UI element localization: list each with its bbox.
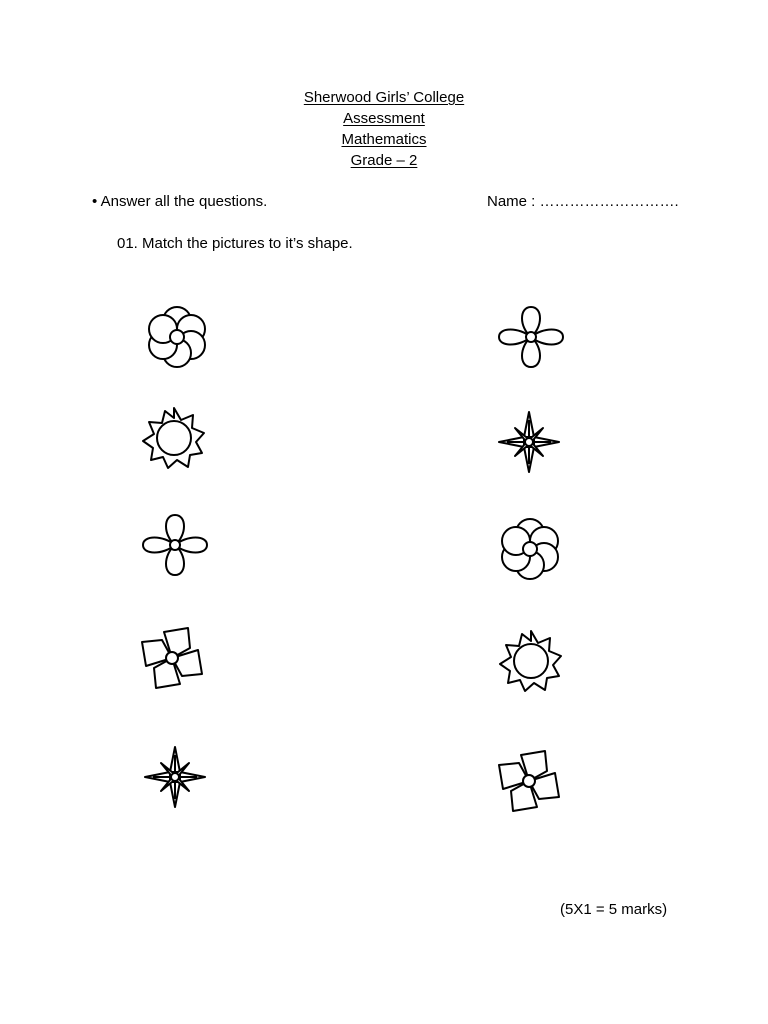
school-name: Sherwood Girls’ College	[303, 89, 465, 106]
six-petal-flower-icon	[141, 305, 213, 369]
question-text: 01. Match the pictures to it’s shape.	[117, 235, 353, 252]
four-petal-flower-icon	[141, 513, 209, 577]
assessment-title: Assessment	[343, 110, 425, 127]
grade-title: Grade – 2	[350, 152, 418, 169]
pinwheel-flower-icon	[496, 748, 562, 814]
marks-label: (5X1 = 5 marks)	[560, 901, 668, 918]
sunflower-icon	[141, 406, 207, 470]
instruction-text: • Answer all the questions.	[92, 193, 268, 210]
worksheet-header	[0, 87, 768, 171]
star-flower-icon	[143, 746, 207, 808]
six-petal-flower-icon	[494, 517, 566, 581]
four-petal-flower-icon	[497, 305, 565, 369]
subject-title: Mathematics	[341, 131, 427, 148]
star-flower-icon	[497, 411, 561, 473]
pinwheel-flower-icon	[139, 625, 205, 691]
name-field: Name : ……………………….	[487, 193, 679, 210]
sunflower-icon	[498, 629, 564, 693]
